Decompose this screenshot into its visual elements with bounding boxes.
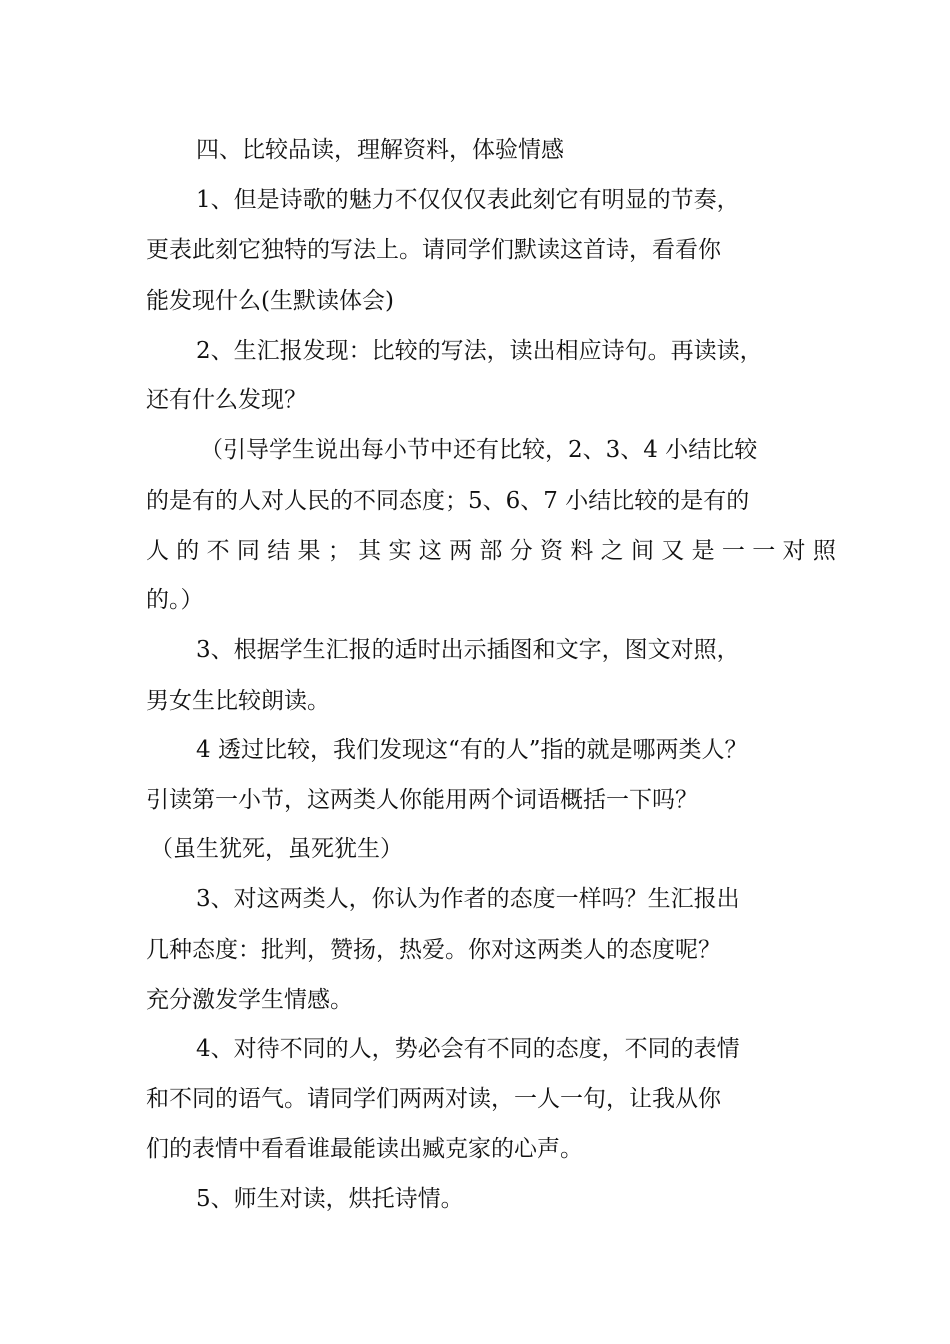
paragraph-line: 充分激发学生情感。 bbox=[146, 987, 353, 1013]
paragraph-line: （引导学生说出每小节中还有比较，2、3、4 小结比较 bbox=[200, 437, 758, 463]
paragraph-line: 4、对待不同的人，势必会有不同的态度，不同的表情 bbox=[196, 1036, 740, 1062]
paragraph-line: 能发现什么(生默读体会) bbox=[146, 288, 394, 314]
paragraph-line: 们的表情中看看谁最能读出臧克家的心声。 bbox=[146, 1136, 583, 1162]
paragraph-line: 男女生比较朗读。 bbox=[146, 688, 330, 714]
paragraph-line: （虽生犹死，虽死犹生） bbox=[150, 836, 403, 862]
paragraph-line: 还有什么发现？ bbox=[146, 387, 307, 413]
paragraph-line: 人 的 不 同 结 果 ； 其 实 这 两 部 分 资 料 之 间 又 是 一 一 对 照 bbox=[146, 538, 836, 564]
paragraph-line: 3、根据学生汇报的适时出示插图和文字，图文对照， bbox=[196, 637, 740, 663]
paragraph-line: 5、师生对读，烘托诗情。 bbox=[196, 1186, 464, 1212]
paragraph-line: 几种态度：批判，赞扬，热爱。你对这两类人的态度呢？ bbox=[146, 937, 721, 963]
paragraph-line: 引读第一小节，这两类人你能用两个词语概括一下吗？ bbox=[146, 787, 698, 813]
paragraph-line: 2、生汇报发现：比较的写法，读出相应诗句。再读读， bbox=[196, 338, 763, 364]
paragraph-line: 和不同的语气。请同学们两两对读，一人一句，让我从你 bbox=[146, 1086, 721, 1112]
paragraph-line: 更表此刻它独特的写法上。请同学们默读这首诗，看看你 bbox=[146, 237, 721, 263]
paragraph-line: 4 透过比较，我们发现这“有的人”指的就是哪两类人？ bbox=[196, 737, 748, 763]
paragraph-line: 3、对这两类人，你认为作者的态度一样吗？生汇报出 bbox=[196, 886, 740, 912]
paragraph-line: 的。） bbox=[146, 587, 204, 613]
paragraph-line: 的是有的人对人民的不同态度；5、6、7 小结比较的是有的 bbox=[146, 488, 750, 514]
paragraph-line: 1、但是诗歌的魅力不仅仅仅表此刻它有明显的节奏， bbox=[196, 187, 740, 213]
section-heading: 四、比较品读，理解资料，体验情感 bbox=[196, 137, 564, 163]
